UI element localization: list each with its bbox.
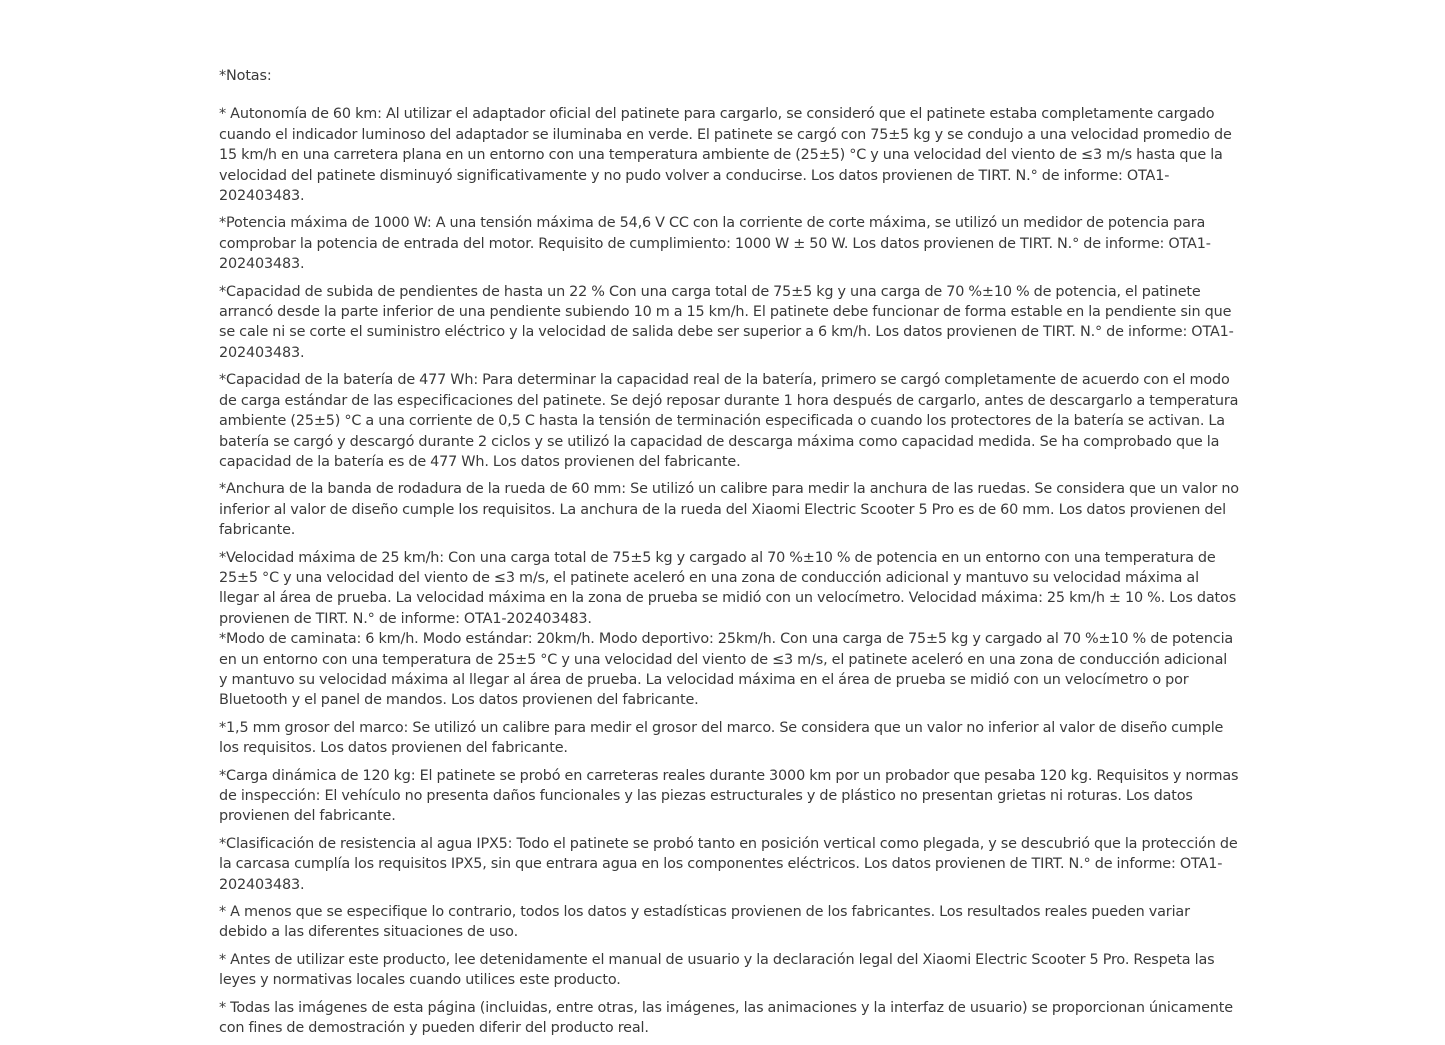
note-range: * Autonomía de 60 km: Al utilizar el adaptador oficial del patinete para cargarlo, se consideró que el patinete estaba completamente cargado cuando el indicador luminoso del adaptador se iluminaba en verde. El patinete se cargó con 75±5 kg y se condujo a una velocidad promedio de 15 km/h en una carretera plana en un entorno con una temperatura ambiente de (25±5) °C y una velocidad del viento de ≤3 m/s hasta que la velocidad del patinete disminuyó significativamente y no pudo volver a conducirse. Los datos provienen de TIRT. N.° de informe: OTA1-202403483. — [219, 106, 1232, 205]
note-dynamic-load: *Carga dinámica de 120 kg: El patinete se probó en carreteras reales durante 3000 km por un probador que pesaba 120 kg. Requisitos y normas de inspección: El vehículo no presenta daños funcionales y las piezas estructurales y de plástico no presentan grietas ni roturas. Los datos provienen del fabricante. — [219, 767, 1239, 825]
note-frame-thickness: *1,5 mm grosor del marco: Se utilizó un calibre para medir el grosor del marco. Se considera que un valor no inferior al valor de diseño cumple los requisitos. Los datos provienen del fabricante. — [219, 719, 1224, 757]
note-climbing: *Capacidad de subida de pendientes de hasta un 22 % Con una carga total de 75±5 kg y una carga de 70 %±10 % de potencia, el patinete arrancó desde la parte inferior de una pendiente subiendo 10 m a 15 km/h. El patinete debe funcionar de forma estable en la pendiente sin que se cale ni se corte el suministro eléctrico y la velocidad de salida debe ser superior a 6 km/h. Los datos provienen de TIRT. N.° de informe: OTA1-202403483. — [219, 283, 1234, 361]
note-max-power: *Potencia máxima de 1000 W: A una tensión máxima de 54,6 V CC con la corriente de corte máxima, se utilizó un medidor de potencia para comprobar la potencia de entrada del motor. Requisito de cumplimiento: 1000 W ± 50 W. Los datos provienen de TIRT. N.° de informe: OTA1-202403483. — [219, 215, 1211, 273]
note-water-resistance: *Clasificación de resistencia al agua IPX5: Todo el patinete se probó tanto en posición vertical como plegada, y se descubrió que la protección de la carcasa cumplía los requisitos IPX5, sin que entrara agua en los componentes eléctricos. Los datos provienen de TIRT. N.° de informe: OTA1-202403483. — [219, 835, 1238, 893]
notes-title: *Notas: — [219, 68, 272, 84]
note-riding-modes: *Modo de caminata: 6 km/h. Modo estándar: 20km/h. Modo deportivo: 25km/h. Con una carga de 75±5 kg y cargado al 70 %±10 % de potencia en un entorno con una temperatura de 25±5 °C y una velocidad del viento de ≤3 m/s, el patinete aceleró en una zona de conducción adicional y mantuvo su velocidad máxima al llegar al área de prueba. La velocidad máxima en el área de prueba se midió con un velocímetro o por Bluetooth y el panel de mandos. Los datos provienen del fabricante. — [219, 631, 1234, 709]
note-images-disclaimer: * Todas las imágenes de esta página (incluidas, entre otras, las imágenes, las animaciones y la interfaz de usuario) se proporcionan únicamente con fines de demostración y pueden diferir del producto real. — [219, 999, 1233, 1037]
note-data-disclaimer: * A menos que se especifique lo contrario, todos los datos y estadísticas provienen de los fabricantes. Los resultados reales pueden variar debido a las diferentes situaciones de uso. — [219, 904, 1190, 941]
note-tire-width: *Anchura de la banda de rodadura de la rueda de 60 mm: Se utilizó un calibre para medir la anchura de las ruedas. Se considera que un valor no inferior al valor de diseño cumple los requisitos. La anchura de la rueda del Xiaomi Electric Scooter 5 Pro es de 60 mm. Los datos provienen del fabricante. — [219, 481, 1239, 539]
notes-section — [219, 66, 1239, 1045]
note-max-speed: *Velocidad máxima de 25 km/h: Con una carga total de 75±5 kg y cargado al 70 %±10 % de potencia en un entorno con una temperatura de 25±5 °C y una velocidad del viento de ≤3 m/s, el patinete aceleró en una zona de conducción adicional y mantuvo su velocidad máxima al llegar al área de prueba. La velocidad máxima en la zona de prueba se midió con un velocímetro. Velocidad máxima: 25 km/h ± 10 %. Los datos provienen de TIRT. N.° de informe: OTA1-202403483. — [219, 549, 1237, 627]
note-battery: *Capacidad de la batería de 477 Wh: Para determinar la capacidad real de la batería, primero se cargó completamente de acuerdo con el modo de carga estándar de las especificaciones del patinete. Se dejó reposar durante 1 hora después de cargarlo, antes de descargarlo a temperatura ambiente (25±5) °C a una corriente de 0,5 C hasta la tensión de terminación especificada o cuando los protectores de la batería se activan. La batería se cargó y descargó durante 2 ciclos y se utilizó la capacidad de descarga máxima como capacidad medida. Se ha comprobado que la capacidad de la batería es de 477 Wh. Los datos provienen del fabricante. — [219, 372, 1239, 470]
note-usage-disclaimer: * Antes de utilizar este producto, lee detenidamente el manual de usuario y la declaración legal del Xiaomi Electric Scooter 5 Pro. Respeta las leyes y normativas locales cuando utilices este producto. — [219, 951, 1215, 989]
